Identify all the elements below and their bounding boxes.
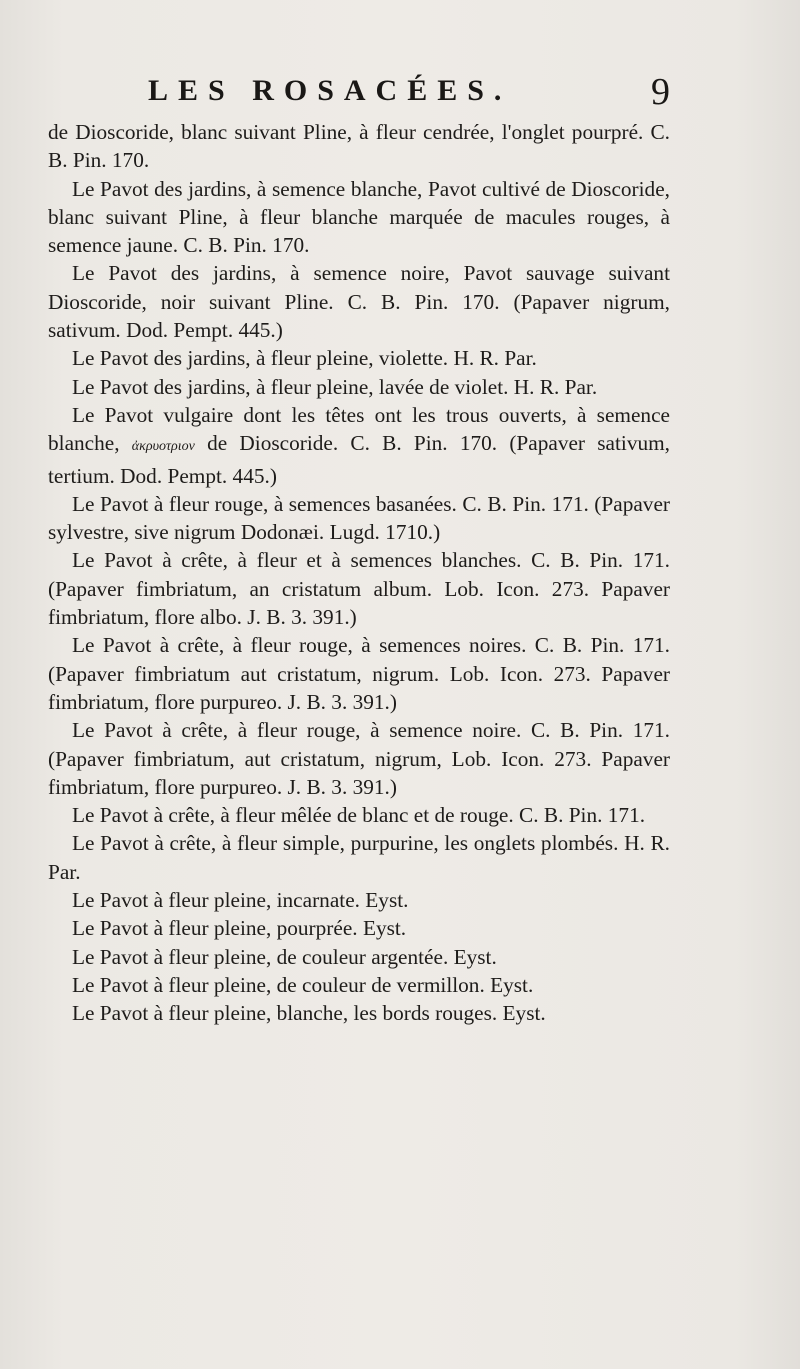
paragraph: Le Pavot à crête, à fleur et à semences blanches. C. B. Pin. 171. (Papaver fimbriatum, an cristatum album. Lob. Icon. 273. Papaver fimbriatum, flore albo. J. B. 3. 391.)	[48, 548, 670, 630]
body-text	[48, 118, 670, 1028]
paragraph: Le Pavot des jardins, à semence noire, Pavot sauvage suivant Dioscoride, noir suivant Pline. C. B. Pin. 170. (Papaver nigrum, sativum. Dod. Pempt. 445.)	[48, 261, 670, 343]
paragraph: Le Pavot à crête, à fleur rouge, à semence noire. C. B. Pin. 171. (Papaver fimbriatum, aut cristatum, nigrum, Lob. Icon. 273. Papaver fimbriatum, flore purpureo. J. B. 3. 391.)	[48, 718, 670, 799]
paragraph: Le Pavot à fleur pleine, incarnate. Eyst.	[72, 888, 409, 913]
paragraph: Le Pavot des jardins, à fleur pleine, violette. H. R. Par.	[72, 346, 537, 371]
paragraph: Le Pavot à fleur pleine, blanche, les bords rouges. Eyst.	[72, 1001, 546, 1026]
running-head: LES ROSACÉES.	[148, 74, 512, 107]
paragraph	[48, 401, 670, 490]
paragraph-text: Le Pavot vulgaire dont les têtes ont les trous ouverts, à semence blanche,	[48, 402, 670, 456]
paragraph: Le Pavot des jardins, à fleur pleine, lavée de violet. H. R. Par.	[72, 374, 598, 399]
page-header	[148, 71, 678, 118]
greek-word: ἀκρυοτριον	[131, 439, 195, 455]
paragraph: Le Pavot à fleur pleine, de couleur de vermillon. Eyst.	[72, 972, 534, 997]
paragraph: Le Pavot à fleur rouge, à semences basanées. C. B. Pin. 171. (Papaver sylvestre, sive nigrum Dodonæi. Lugd. 1710.)	[48, 491, 670, 545]
paragraph: Le Pavot des jardins, à semence blanche, Pavot cultivé de Dioscoride, blanc suivant Pline, à fleur blanche marquée de macules rouges, à semence jaune. C. B. Pin. 170.	[48, 176, 670, 258]
paragraph: Le Pavot à crête, à fleur simple, purpurine, les onglets plombés. H. R. Par.	[48, 831, 670, 884]
paragraph: de Dioscoride, blanc suivant Pline, à fleur cendrée, l'onglet pourpré. C. B. Pin. 170.	[48, 120, 670, 173]
paragraph-text: de Dioscoride. C. B. Pin. 170. (Papaver sativum, tertium. Dod. Pempt. 445.)	[48, 431, 671, 488]
paragraph: Le Pavot à crête, à fleur mêlée de blanc et de rouge. C. B. Pin. 171.	[72, 803, 646, 828]
paragraph: Le Pavot à fleur pleine, pourprée. Eyst.	[72, 916, 407, 941]
paragraph: Le Pavot à fleur pleine, de couleur argentée. Eyst.	[72, 944, 497, 969]
page-number: 9	[651, 71, 670, 113]
paragraph: Le Pavot à crête, à fleur rouge, à semences noires. C. B. Pin. 171. (Papaver fimbriatum aut cristatum, nigrum. Lob. Icon. 273. Papaver fimbriatum, flore purpureo. J. B. 3. 391.)	[48, 633, 670, 714]
